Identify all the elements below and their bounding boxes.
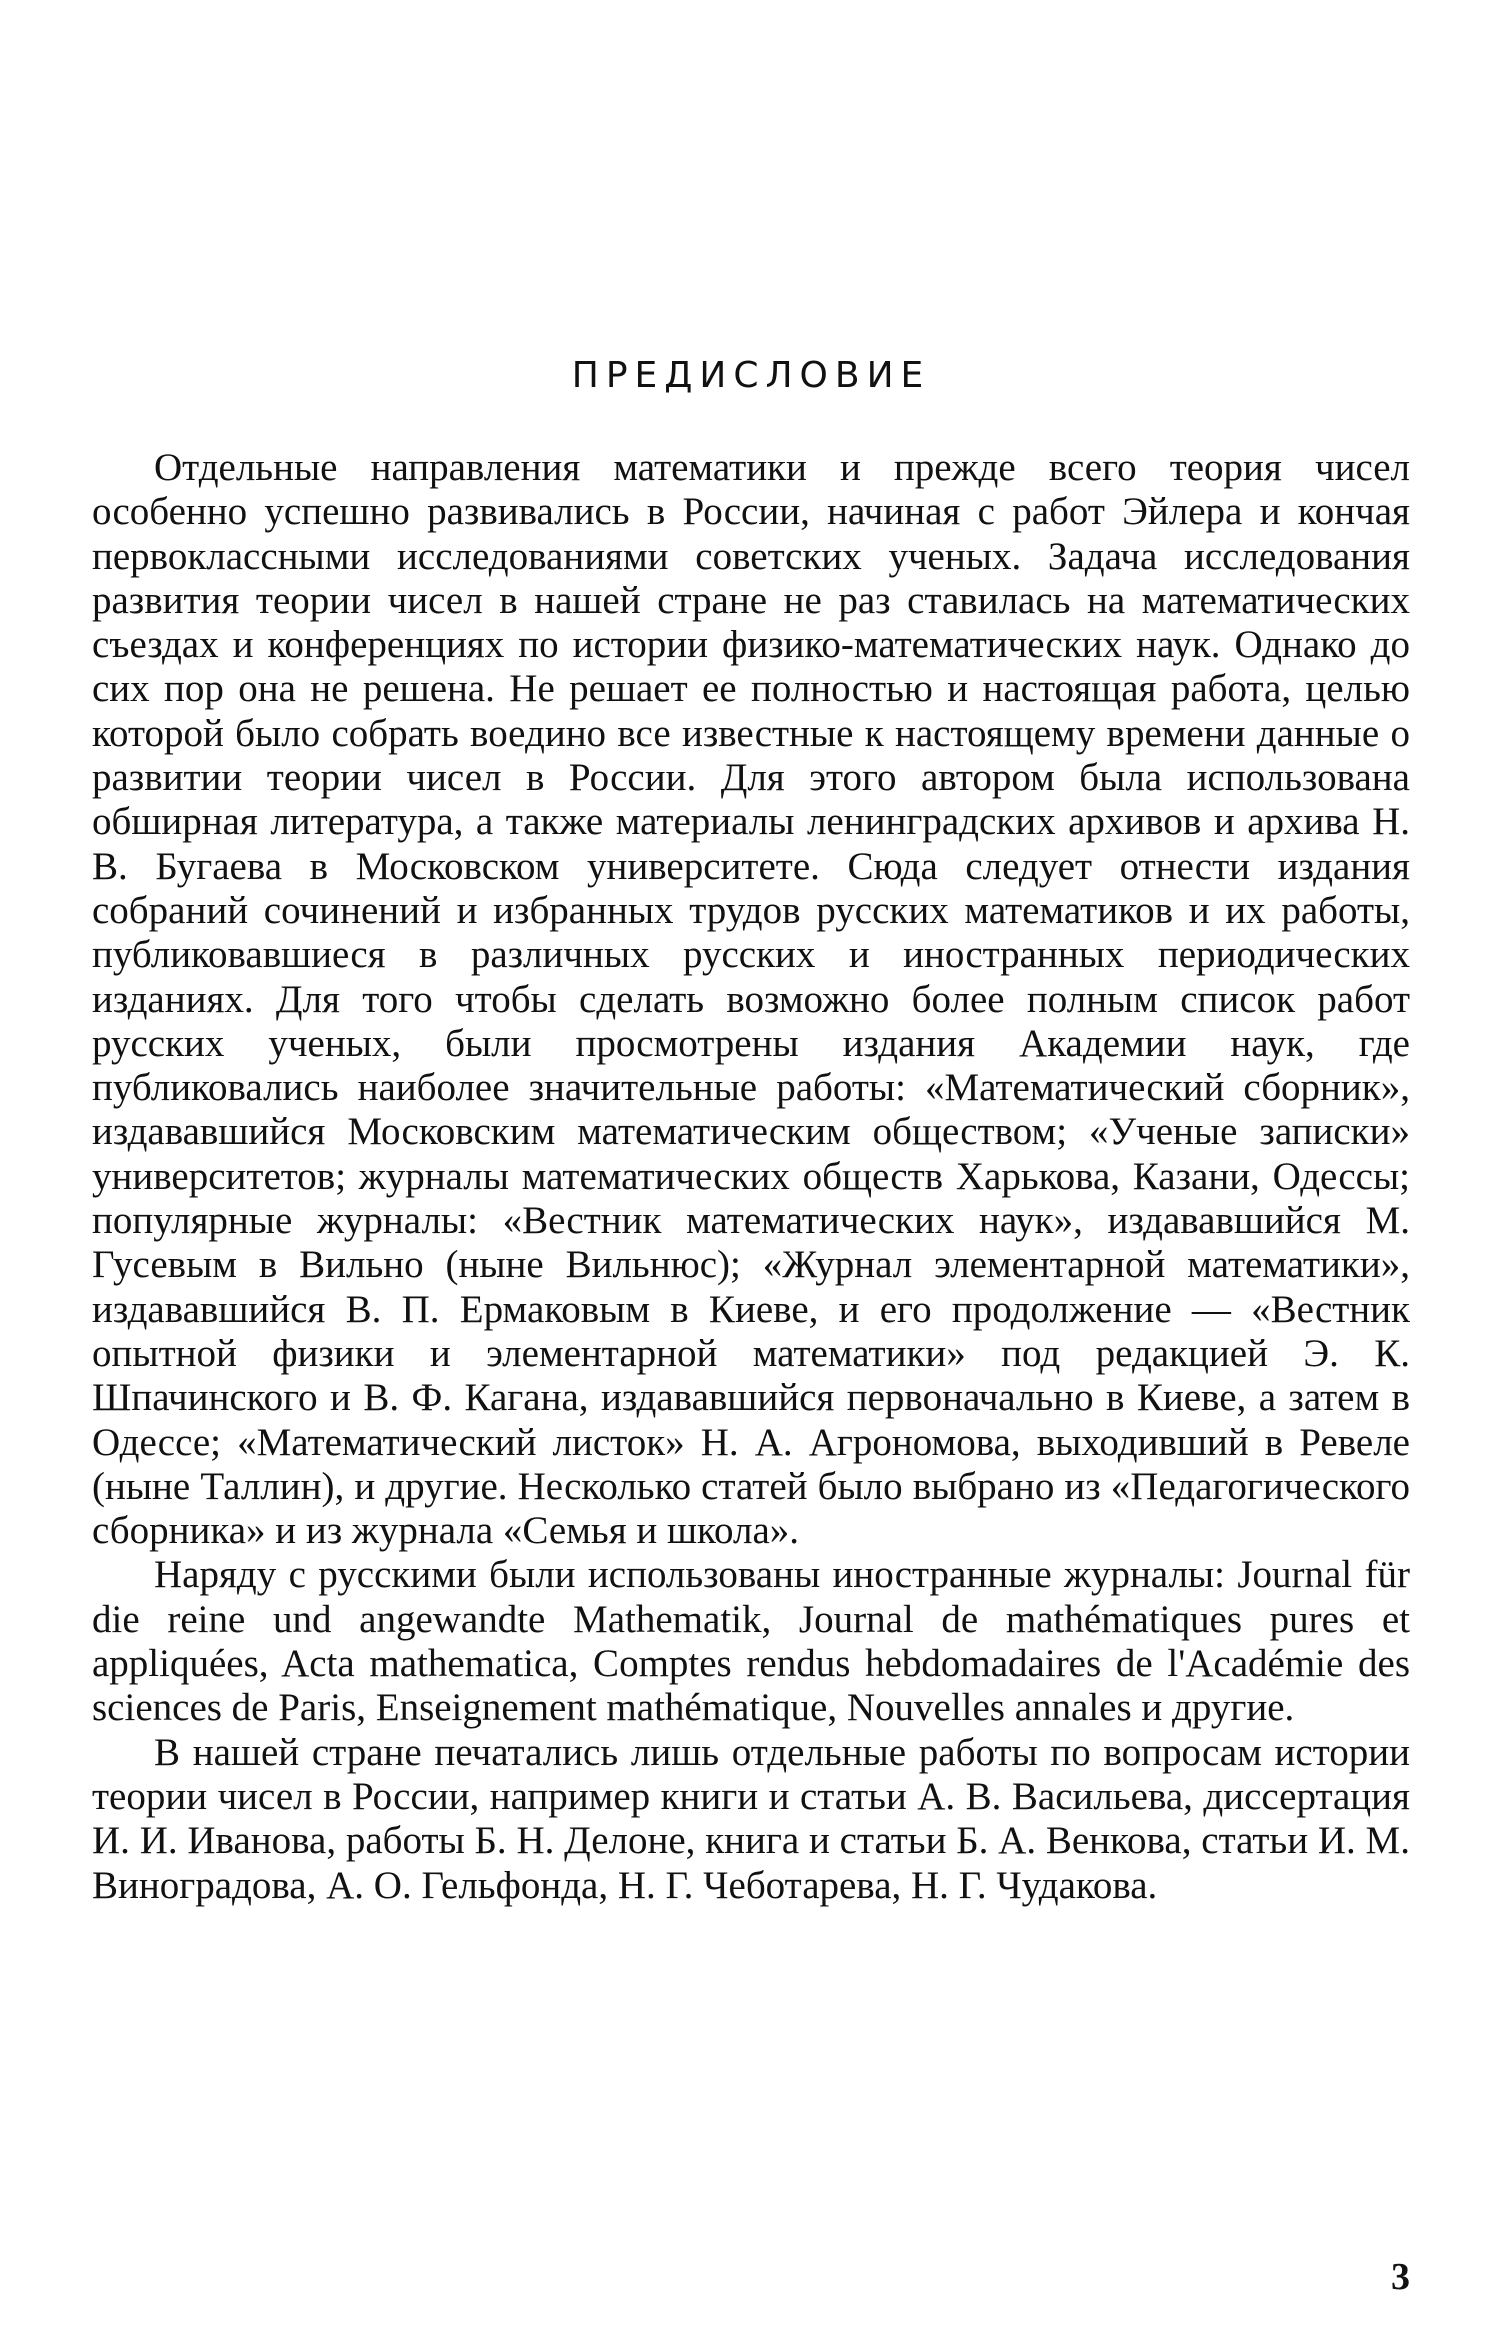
- paragraph-prior-works: В нашей стране печатались лишь отдельные работы по вопросам истории теории чисел в России, например книги и статьи А. В. Васильева, диссертация И. И. Иванова, работы Б. Н. Делоне, книга и статьи Б. А. Венкова, статьи И. М. Виноградова, А. О. Гельфонда, Н. Г. Чеботарева, Н. Г. Чудакова.: [92, 1730, 1410, 1907]
- preface-body: [92, 446, 1410, 1908]
- paragraph-foreign-journals: Наряду с русскими были использованы иностранные журналы: Journal für die reine und angewandte Mathematik, Journal de mathématiques pures et appliquées, Acta mathematica, Comptes rendus hebdomadaires de l'Académie des sciences de Paris, Enseignement mathématique, Nouvelles annales и другие.: [92, 1553, 1410, 1730]
- book-page: [92, 0, 1410, 2340]
- paragraph-sources-overview: Отдельные направления математики и прежде всего теория чисел особенно успешно развивались в России, начиная с работ Эйлера и кончая первоклассными исследованиями советских ученых. Задача исследования развития теории чисел в нашей стране не раз ставилась на математических съездах и конференциях по истории физико-математических наук. Однако до сих пор она не решена. Не решает ее полностью и настоящая работа, целью которой было собрать воедино все известные к настоящему времени данные о развитии теории чисел в России. Для этого автором была использована обширная литература, а также материалы ленинградских архивов и архива Н. В. Бугаева в Московском университете. Сюда следует отнести издания собраний сочинений и избранных трудов русских математиков и их работы, публиковавшиеся в различных русских и иностранных периодических изданиях. Для того чтобы сделать возможно более полным список работ русских ученых, были просмотрены издания Академии наук, где публиковались наиболее значительные работы: «Математический сборник», издававшийся Московским математическим обществом; «Ученые записки» университетов; журналы математических обществ Харькова, Казани, Одессы; популярные журналы: «Вестник математических наук», издававшийся М. Гусевым в Вильно (ныне Вильнюс); «Журнал элементарной математики», издававшийся В. П. Ермаковым в Киеве, и его продолжение — «Вестник опытной физики и элементарной математики» под редакцией Э. К. Шпачинского и В. Ф. Кагана, издававшийся первоначально в Киеве, а затем в Одессе; «Математический листок» Н. А. Агрономова, выходивший в Ревеле (ныне Таллин), и другие. Несколько статей было выбрано из «Педагогического сборника» и из журнала «Семья и школа».: [92, 446, 1410, 1553]
- page-title: ПРЕДИСЛОВИЕ: [571, 355, 931, 396]
- page-number: 3: [1391, 2256, 1410, 2298]
